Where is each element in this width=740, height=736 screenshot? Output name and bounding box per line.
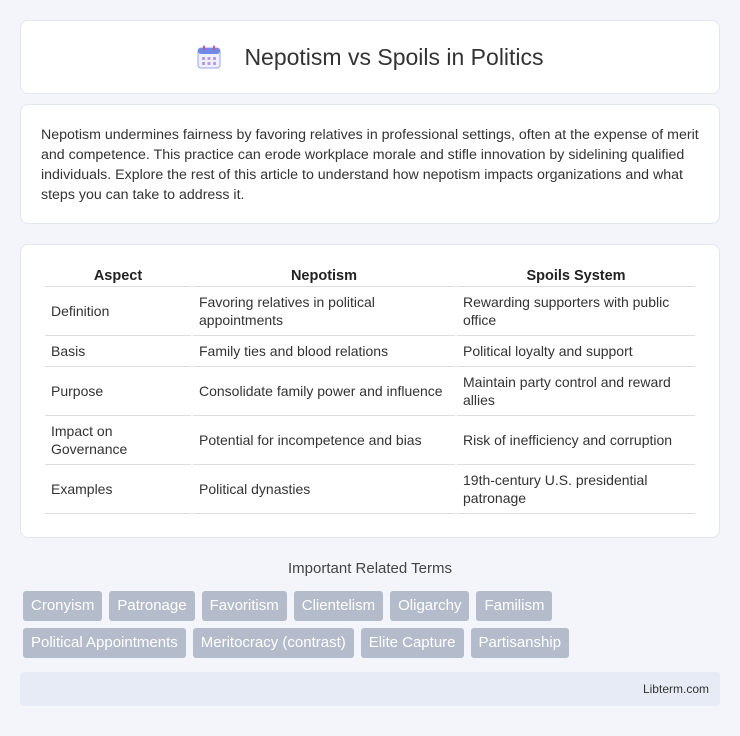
tag-cronyism[interactable]: Cronyism [23, 591, 102, 621]
row-label: Basis [45, 336, 191, 367]
table-row [45, 367, 695, 416]
tag-clientelism[interactable]: Clientelism [294, 591, 383, 621]
spoils-cell: Rewarding supporters with public office [457, 287, 695, 336]
table-row [45, 465, 695, 514]
table-row [45, 416, 695, 465]
table-row [45, 287, 695, 336]
footer-brand[interactable]: Libterm.com [642, 682, 709, 696]
nepotism-cell: Favoring relatives in political appointments [193, 287, 455, 336]
spoils-cell: Political loyalty and support [457, 336, 695, 367]
row-label: Impact on Governance [45, 416, 191, 465]
nepotism-cell: Political dynasties [193, 465, 455, 514]
tag-familism[interactable]: Familism [476, 591, 552, 621]
spoils-cell: Risk of inefficiency and corruption [457, 416, 695, 465]
tag-favoritism[interactable]: Favoritism [202, 591, 287, 621]
tag-partisanship[interactable]: Partisanship [471, 628, 570, 658]
comparison-table-card [20, 244, 720, 538]
column-header-aspect: Aspect [45, 265, 191, 287]
related-terms-tags [23, 591, 723, 665]
footer [20, 672, 720, 706]
related-terms-title: Important Related Terms [288, 560, 452, 577]
tag-meritocracy[interactable]: Meritocracy (contrast) [193, 628, 354, 658]
tag-political-appointments[interactable]: Political Appointments [23, 628, 186, 658]
spoils-cell: Maintain party control and reward allies [457, 367, 695, 416]
row-label: Definition [45, 287, 191, 336]
tag-elite-capture[interactable]: Elite Capture [361, 628, 464, 658]
intro-card [20, 104, 720, 224]
nepotism-cell: Potential for incompetence and bias [193, 416, 455, 465]
row-label: Purpose [45, 367, 191, 416]
column-header-spoils-system: Spoils System [457, 265, 695, 287]
tag-oligarchy[interactable]: Oligarchy [390, 591, 469, 621]
nepotism-cell: Consolidate family power and influence [193, 367, 455, 416]
table-row [45, 336, 695, 367]
column-header-nepotism: Nepotism [193, 265, 455, 287]
nepotism-cell: Family ties and blood relations [193, 336, 455, 367]
header-card [20, 20, 720, 94]
page-title: Nepotism vs Spoils in Politics [244, 43, 544, 70]
row-label: Examples [45, 465, 191, 514]
comparison-table [43, 265, 697, 514]
intro-paragraph: Nepotism undermines fairness by favoring relatives in professional settings, often at the expense of merit and competence. This practice can erode workplace morale and stifle innovation by sidelining qualified individuals. Explore the rest of this article to understand how nepotism impacts organizations and what steps you can take to address it. [41, 127, 699, 203]
calendar-icon [196, 44, 222, 70]
spoils-cell: 19th-century U.S. presidential patronage [457, 465, 695, 514]
tag-patronage[interactable]: Patronage [109, 591, 194, 621]
